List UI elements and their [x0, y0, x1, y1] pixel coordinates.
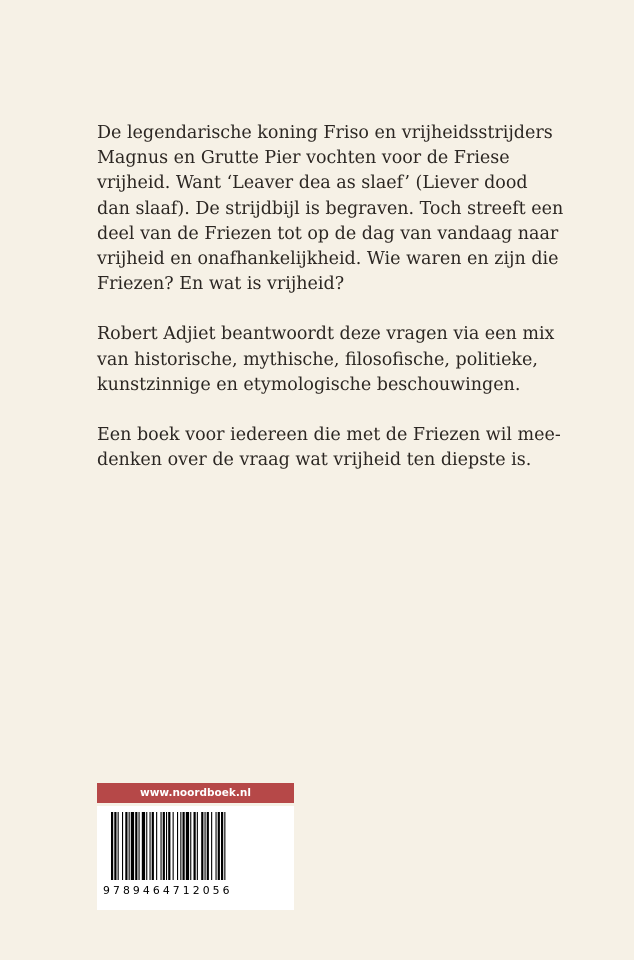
blurb-line: vrijheid. Want ‘Leaver dea as slaef’ (Liever dood — [97, 173, 528, 194]
blurb-paragraph-2 — [97, 322, 555, 398]
isbn-number: 9789464712056 — [103, 884, 233, 897]
blurb-line: Friezen? En wat is vrijheid? — [97, 274, 345, 295]
blurb-line: kunstzinnige en etymologische beschouwingen. — [97, 374, 521, 395]
blurb-line: vrijheid en onafhankelijkheid. Wie waren en zijn die — [97, 249, 559, 270]
barcode-block — [97, 783, 294, 910]
barcode-bar — [114, 812, 116, 880]
blurb-line: deel van de Friezen tot op de dag van vandaag naar — [97, 223, 559, 244]
barcode-box — [97, 806, 294, 910]
barcode-bar — [139, 812, 140, 880]
barcode-bar — [211, 812, 212, 880]
barcode-bar — [163, 812, 165, 880]
barcode-bar — [201, 812, 203, 880]
barcode-bar — [125, 812, 127, 880]
barcode-bar — [186, 812, 189, 880]
barcode-bar — [197, 812, 198, 880]
barcode-bar — [131, 812, 134, 880]
barcode-bar — [146, 812, 147, 880]
barcode-bar — [173, 812, 174, 880]
blurb-line: De legendarische koning Friso en vrijheidsstrijders — [97, 123, 553, 143]
barcode-bar — [194, 812, 196, 880]
barcode-bar — [224, 812, 225, 880]
barcode-bar — [168, 812, 170, 880]
barcode-bar — [177, 812, 178, 880]
barcode-bar — [216, 812, 217, 880]
barcode-bar — [118, 812, 119, 880]
barcode-bar — [152, 812, 154, 880]
barcode-bar — [150, 812, 151, 880]
publisher-website-band: www.noordboek.nl — [97, 783, 294, 803]
barcode-bar — [129, 812, 130, 880]
blurb-line: dan slaaf). De strijdbijl is begraven. Toch streeft een — [97, 198, 564, 219]
barcode-bar — [190, 812, 191, 880]
blurb-line: van historische, mythische, filosofische, politieke, — [97, 349, 538, 370]
blurb-line: Magnus en Grutte Pier vochten voor de Friese — [97, 148, 510, 169]
barcode-bar — [205, 812, 206, 880]
barcode-bar — [135, 812, 137, 880]
barcode-bar — [221, 812, 223, 880]
blurb-paragraph-1 — [97, 121, 564, 297]
barcode-bar — [183, 812, 185, 880]
barcode-bar — [111, 812, 113, 880]
barcode-bar — [122, 812, 123, 880]
barcode-bars — [111, 812, 279, 880]
blurb-line: Een boek voor iedereen die met de Friezen wil mee- — [97, 425, 561, 446]
barcode-bar — [156, 812, 157, 880]
blurb-paragraph-3 — [97, 423, 561, 473]
blurb-line: denken over de vraag wat vrijheid ten diepste is. — [97, 450, 532, 471]
barcode-bar — [161, 812, 162, 880]
blurb-line: Robert Adjiet beantwoordt deze vragen via een mix — [97, 324, 555, 345]
barcode-bar — [207, 812, 209, 880]
barcode-bar — [166, 812, 167, 880]
barcode-bar — [142, 812, 145, 880]
back-cover-blurb — [97, 121, 564, 473]
barcode-bar — [180, 812, 181, 880]
barcode-bar — [218, 812, 220, 880]
